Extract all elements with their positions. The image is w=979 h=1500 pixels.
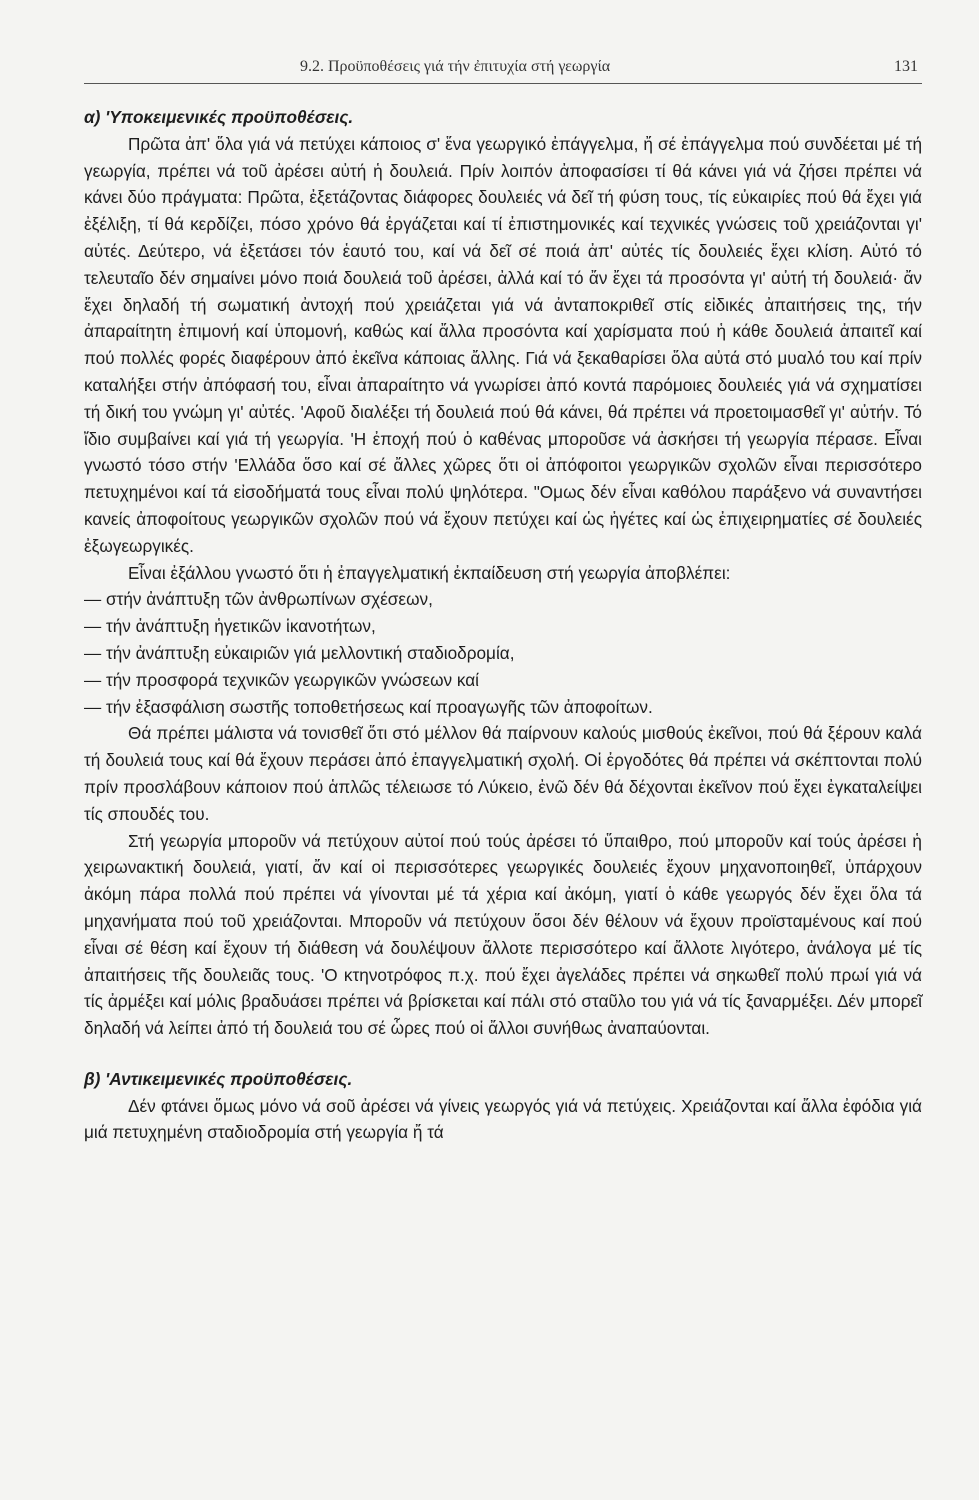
goals-list-item: — τήν ἀνάπτυξη εὐκαιριῶν γιά μελλοντική σταδιοδρομία, [84, 642, 515, 663]
section-a-paragraph-4: Στή γεωργία μποροῦν νά πετύχουν αὐτοί πού τούς ἀρέσει τό ὕπαιθρο, πού μποροῦν καί τούς ἀρέσει ἡ χειρωνακτική δουλειά, γιατί, ἄν καί οἱ περισσότερες γεωργικές δουλειές ἔχουν μηχανοποιηθεῖ, ὑπάρχουν ἀκόμη πάρα πολλά πού πρέπει νά γίνονται μέ τά χέρια καί ἀκόμη, γιατί ὁ κάθε γεωργός δέν ἔχει ὅλα τά μηχανήματα πού τοῦ χρειάζονται. Μποροῦν νά πετύχουν ὅσοι δέν θέλουν νά ἔχουν προϊσταμένους καί πού εἶναι σέ θέση καί ἔχουν τή διάθεση νά δουλέψουν ἄλλοτε περισσότερο καί ἄλλοτε λιγότερο, ἀνάλογα μέ τίς ἀπαιτήσεις τῆς δουλειᾶς τους. 'Ο κτηνοτρόφος π.χ. πού ἔχει ἀγελάδες πρέπει νά σηκωθεῖ πολύ πρωί γιά νά τίς ἀρμέξει καί μόλις βραδυάσει πρέπει νά βρίσκεται καί πάλι στό σταῦλο του γιά νά τίς ξαναρμέξει. Δέν μπορεῖ δηλαδή νά λείπει ἀπό τή δουλειά του σέ ὧρες πού οἱ ἄλλοι συνήθως ἀναπαύονται. [84, 830, 922, 1039]
goals-list-item: — τήν ἀνάπτυξη ἡγετικῶν ἱκανοτήτων, [84, 616, 376, 637]
running-header [300, 58, 920, 76]
section-b-heading: β) 'Αντικειμενικές προϋποθέσεις. [84, 1068, 353, 1089]
section-a-paragraph-3: Θά πρέπει μάλιστα νά τονισθεῖ ὅτι στό μέλλον θά παίρνουν καλούς μισθούς ἐκεῖνοι, πού θά ξέρουν καλά τή δουλειά τους καί θά ἔχουν περάσει ἀπό ἐπαγγελματική σχολή. Οἱ ἐργοδότες θά πρέπει νά σκέπτονται πολύ πρίν προσλάβουν κάποιον πού ἁπλῶς τέλειωσε τό Λύκειο, ἐνῶ δέν θά δέχονται ἐκεῖνον πού ἔχει ἐγκαταλείψει τίς σπουδές του. [84, 723, 922, 824]
goals-list-item: — στήν ἀνάπτυξη τῶν ἀνθρωπίνων σχέσεων, [84, 589, 433, 610]
section-a-paragraph-1: Πρῶτα ἀπ' ὅλα γιά νά πετύχει κάποιος σ' ἕνα γεωργικό ἐπάγγελμα, ἤ σέ ἐπάγγελμα πού συνδέεται μέ τή γεωργία, πρέπει νά τοῦ ἀρέσει αὐτή ἡ δουλειά. Πρίν λοιπόν ἀποφασίσει τί θά κάνει γιά νά ζήσει πρέπει νά κάνει δύο πράγματα: Πρῶτα, ἐξετάζοντας διάφορες δουλειές νά δεῖ τή φύση τους, τίς εὐκαιρίες πού θά ἔχει γιά ἐξέλιξη, τί θά κερδίζει, πόσο χρόνο θά ἐργάζεται καί τί ἐπιστημονικές καί τεχνικές γνώσεις τοῦ χρειάζονται γι' αὐτές. Δεύτερο, νά ἐξετάσει τόν ἑαυτό του, καί νά δεῖ σέ ποιά ἀπ' αὐτές τίς δουλειές ἔχει κλίση. Αὐτό τό τελευταῖο δέν σημαίνει μόνο ποιά δουλειά τοῦ ἀρέσει, ἀλλά καί τό ἄν ἔχει τά προσόντα γι' αὐτή τή δουλειά· ἄν ἔχει δηλαδή τή σωματική ἀντοχή πού χρειάζεται γιά νά ἀνταποκριθεῖ στίς εἰδικές ἀπαιτήσεις της, τήν ἀπαραίτητη ἐπιμονή καί ὑπομονή, καθώς καί ἄλλα προσόντα καί χαρίσματα πού ἡ κάθε δουλειά ἀπαιτεῖ καί πού πολλές φορές διαφέρουν ἀπό ἐκεῖνα κάποιας ἄλλης. Γιά νά ξεκαθαρίσει ὅλα αὐτά στό μυαλό του καί πρίν καταλήξει στήν ἀπόφασή του, εἶναι ἀπαραίτητο νά γνωρίσει ἀπό κοντά παρόμοιες δουλειές γιά νά σχηματίσει τή δική του γνώμη γι' αὐτές. 'Αφοῦ διαλέξει τή δουλειά πού θά κάνει, θά πρέπει νά προετοιμασθεῖ γι' αὐτήν. Τό ἴδιο συμβαίνει καί γιά τή γεωργία. 'Η ἐποχή πού ὁ καθένας μποροῦσε νά ἀσκήσει τή γεωργία πέρασε. Εἶναι γνωστό τόσο στήν 'Ελλάδα ὅσο καί σέ ἄλλες χῶρες ὅτι οἱ ἀπόφοιτοι γεωργικῶν σχολῶν εἶναι περισσότερο πετυχημένοι καί τά εἰσοδήματά τους εἶναι πολύ ψηλότερα. "Ομως δέν εἶναι καθόλου παράξενο νά συναντήσει κανείς ἀποφοίτους γεωργικῶν σχολῶν πού νά ἔχουν πετύχει καί ὡς ἡγέτες καί ὡς ἐπιχειρηματίες σέ δουλειές ἐξωγεωργικές. [84, 133, 922, 556]
section-a-paragraph-2: Εἶναι ἐξάλλου γνωστό ὅτι ἡ ἐπαγγελματική ἐκπαίδευση στή γεωργία ἀποβλέπει: [128, 562, 731, 583]
section-a-heading: α) 'Υποκειμενικές προϋποθέσεις. [84, 107, 354, 127]
goals-list-item: — τήν ἐξασφάλιση σωστῆς τοποθετήσεως καί προαγωγῆς τῶν ἀποφοίτων. [84, 696, 653, 717]
goals-list [84, 586, 922, 720]
header-rule [84, 83, 922, 84]
page-number: 131 [894, 58, 918, 75]
section-b-paragraph-1: Δέν φτάνει ὅμως μόνο νά σοῦ ἀρέσει νά γίνεις γεωργός γιά νά πετύχεις. Χρειάζονται καί ἄλλα ἐφόδια γιά μιά πετυχημένη σταδιοδρομία στή γεωργία ἤ τά [84, 1095, 922, 1143]
page-body [84, 104, 922, 1146]
running-header-title: 9.2. Προϋποθέσεις γιά τήν ἐπιτυχία στή γεωργία [300, 58, 611, 75]
goals-list-item: — τήν προσφορά τεχνικῶν γεωργικῶν γνώσεων καί [84, 669, 479, 690]
